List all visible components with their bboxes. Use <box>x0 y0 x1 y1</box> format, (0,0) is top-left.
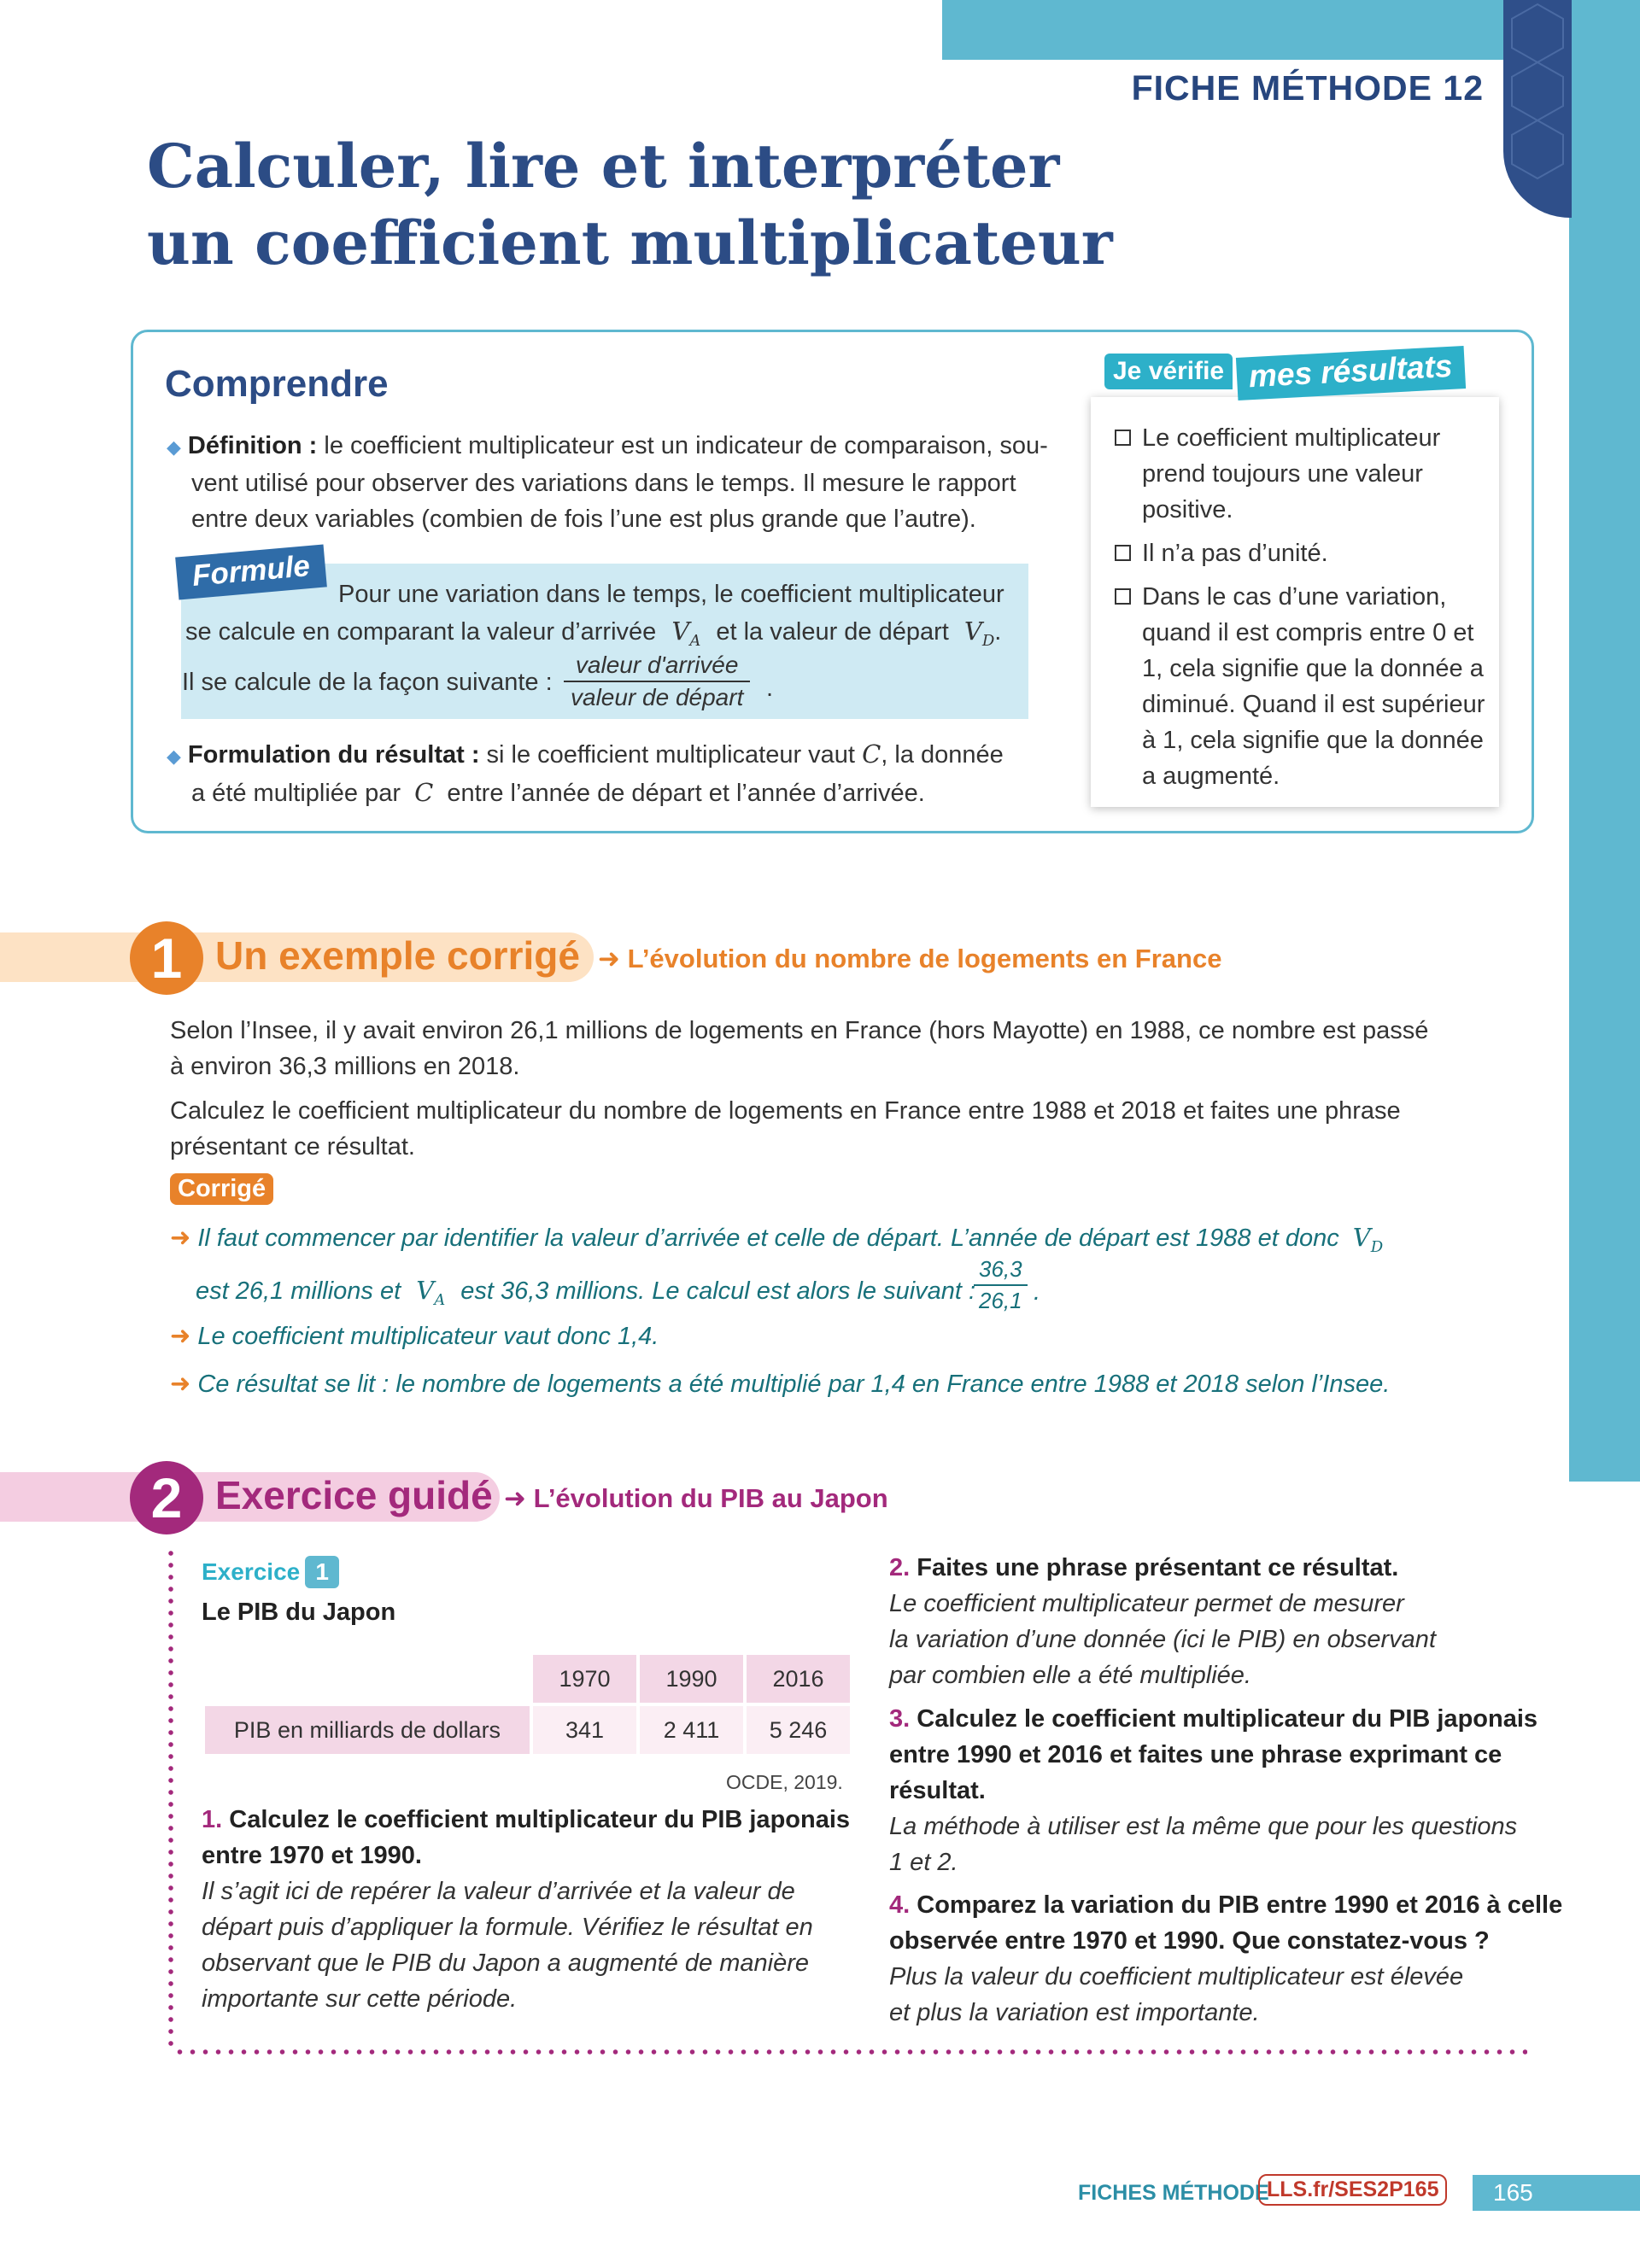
formule-line3: Il se calcule de la façon suivante : <box>182 669 553 696</box>
example-p1-line2: à environ 36,3 millions en 2018. <box>170 1053 520 1080</box>
question-4 <box>889 1887 1562 2031</box>
exercise-label: Exercice 1 <box>202 1556 339 1588</box>
question-3-number: 3. <box>889 1705 911 1733</box>
page-title-line1: Calculer, lire et interpréter <box>147 131 1060 202</box>
section2-number: 2 <box>130 1461 203 1534</box>
page-number: 165 <box>1473 2175 1640 2211</box>
corrige-tag: Corrigé <box>170 1173 273 1205</box>
formule-line2-a: se calcule en comparant la valeur d’arrivée <box>185 618 657 646</box>
je-verifie-tag: Je vérifie <box>1104 354 1233 389</box>
corrige-line1 <box>170 1219 1383 1266</box>
page-title <box>147 128 1113 282</box>
table-source: OCDE, 2019. <box>726 1771 843 1793</box>
example-fraction-period: . <box>1034 1278 1041 1306</box>
diamond-bullet-icon: ◆ <box>167 436 181 458</box>
formule-line2: se calcule en comparant la valeur d’arrivée $V_A$ et la valeur de départ $V_D$. <box>185 617 1002 650</box>
example-p2-line1: Calculez le coefficient multiplicateur du nombre de logements en France entre 1988 et 2018 et faites une phrase <box>170 1097 1401 1125</box>
question-1-number: 1. <box>202 1806 223 1833</box>
question-4-text-2: observée entre 1970 et 1990. Que constatez-vous ? <box>889 1927 1490 1955</box>
formula-fraction <box>564 652 750 711</box>
table-header-cell: 2016 <box>747 1655 850 1703</box>
question-4-text-1: Comparez la variation du PIB entre 1990 et 2016 à celle <box>917 1891 1563 1919</box>
checkbox-icon <box>1115 545 1131 561</box>
question-3-hint-2: 1 et 2. <box>889 1849 958 1876</box>
fraction-denominator: valeur de départ <box>571 684 744 710</box>
table-row <box>205 1706 850 1754</box>
result-paragraph <box>167 736 1038 811</box>
table-header-cell: 1970 <box>533 1655 636 1703</box>
arrow-icon: ➜ <box>170 1371 191 1398</box>
corrige-line4 <box>170 1366 1390 1402</box>
table-cell: 2 411 <box>640 1706 743 1754</box>
question-1-hint-2: départ puis d’appliquer la formule. Vérifiez le résultat en <box>202 1914 813 1941</box>
question-2-number: 2. <box>889 1554 911 1581</box>
question-1-text-2: entre 1970 et 1990. <box>202 1842 422 1869</box>
question-4-number: 4. <box>889 1891 911 1919</box>
var-depart: $V_D$ <box>1352 1223 1384 1256</box>
question-1-hint-3: observant que le PIB du Japon a augmenté de manière <box>202 1949 809 1977</box>
table-header-row <box>205 1655 850 1703</box>
example-fraction-den: 26,1 <box>979 1288 1022 1313</box>
question-3-text-2: entre 1990 et 2016 et faites une phrase exprimant ce <box>889 1741 1502 1768</box>
question-2-hint-2: la variation d’une donnée (ici le PIB) en observant <box>889 1626 1436 1653</box>
var-arrival: $V_A$ <box>416 1276 446 1309</box>
footer-link[interactable]: LLS.fr/SES2P165 <box>1258 2174 1447 2206</box>
question-3-text-3: résultat. <box>889 1777 986 1804</box>
hexagon-pattern-decoration <box>1503 0 1572 218</box>
definition-paragraph <box>167 428 1048 537</box>
formule-tag: Formule <box>175 545 327 600</box>
verification-item: Le coefficient multiplicateur prend toujours une valeur positive. <box>1115 420 1491 528</box>
arrow-icon: ➜ <box>170 1225 191 1252</box>
question-3-hint-1: La méthode à utiliser est la même que pour les questions <box>889 1813 1518 1840</box>
example-p1-line1: Selon l’Insee, il y avait environ 26,1 millions de logements en France (hors Mayotte) en 1988, ce nombre est passé <box>170 1017 1429 1044</box>
result-text-1b: , la donnée <box>881 741 1004 769</box>
result-text-2a: a été multipliée par <box>191 780 401 807</box>
verification-list <box>1115 420 1491 802</box>
exercise-title: Le PIB du Japon <box>202 1599 396 1626</box>
corrige-line2b: est 36,3 millions. Le calcul est alors le suivant : <box>460 1277 976 1305</box>
table-row-label: PIB en milliards de dollars <box>205 1706 530 1754</box>
definition-text-1: le coefficient multiplicateur est un indicateur de comparaison, sou- <box>317 432 1048 459</box>
corrige-line3-text: Le coefficient multiplicateur vaut donc 1,4. <box>197 1323 659 1350</box>
question-1-text-1: Calculez le coefficient multiplicateur du PIB japonais <box>229 1806 851 1833</box>
checkbox-icon <box>1115 588 1131 605</box>
exercise-number-badge: 1 <box>305 1556 339 1588</box>
fiche-methode-label: FICHE MÉTHODE 12 <box>1131 68 1484 108</box>
dotted-border-bottom <box>173 2049 1527 2055</box>
corrige-line2 <box>196 1272 975 1318</box>
question-1-hint-1: Il s’agit ici de repérer la valeur d’arrivée et la valeur de <box>202 1878 795 1905</box>
right-decorative-stripe <box>1569 0 1640 1482</box>
section2-title: Exercice guidé <box>215 1473 493 1517</box>
corrige-line3 <box>170 1318 659 1354</box>
question-1-hint-4: importante sur cette période. <box>202 1985 518 2013</box>
formule-line2-b: et la valeur de départ <box>716 618 949 646</box>
diamond-bullet-icon: ◆ <box>167 745 181 767</box>
corrige-line4-text: Ce résultat se lit : le nombre de logements a été multiplié par 1,4 en France entre 1988 et 2018 selon l’Insee. <box>197 1371 1391 1398</box>
dotted-border-left <box>168 1547 173 2049</box>
example-fraction-num: 36,3 <box>974 1256 1028 1286</box>
table-cell: 341 <box>533 1706 636 1754</box>
question-4-hint-1: Plus la valeur du coefficient multiplicateur est élevée <box>889 1963 1464 1990</box>
formule-line1: Pour une variation dans le temps, le coefficient multiplicateur <box>338 581 1004 608</box>
footer-label: FICHES MÉTHODE <box>1078 2181 1269 2205</box>
var-arrival: $V_A$ <box>671 617 701 650</box>
result-text-2b: entre l’année de départ et l’année d’arrivée. <box>447 780 925 807</box>
verification-item: Il n’a pas d’unité. <box>1115 535 1491 571</box>
example-paragraph1 <box>170 1013 1428 1084</box>
question-3-text-1: Calculez le coefficient multiplicateur du PIB japonais <box>917 1705 1538 1733</box>
result-text-1a: si le coefficient multiplicateur vaut <box>479 741 855 769</box>
question-2-hint-1: Le coefficient multiplicateur permet de mesurer <box>889 1590 1404 1617</box>
definition-text-2: vent utilisé pour observer des variations dans le temps. Il mesure le rapport <box>191 470 1016 497</box>
table-header-cell: 1990 <box>640 1655 743 1703</box>
question-4-hint-2: et plus la variation est importante. <box>889 1999 1260 2026</box>
result-var-c-2: C <box>414 778 434 807</box>
question-3 <box>889 1701 1538 1880</box>
example-fraction <box>974 1256 1028 1314</box>
section2-subtitle: ➜ L’évolution du PIB au Japon <box>504 1483 888 1513</box>
corrige-line2a: est 26,1 millions et <box>196 1277 401 1305</box>
var-depart: $V_D$ <box>964 617 995 650</box>
section1-title: Un exemple corrigé <box>215 933 580 978</box>
example-paragraph2 <box>170 1093 1401 1165</box>
fraction-numerator: valeur d'arrivée <box>564 652 750 682</box>
top-decorative-band <box>942 0 1596 60</box>
mes-resultats-tag: mes résultats <box>1236 346 1466 400</box>
comprendre-title: Comprendre <box>165 363 389 405</box>
table-cell: 5 246 <box>747 1706 850 1754</box>
page-title-line2: un coefficient multiplicateur <box>147 208 1113 278</box>
section1-number: 1 <box>130 921 203 995</box>
question-2 <box>889 1550 1436 1693</box>
example-p2-line2: présentant ce résultat. <box>170 1133 415 1160</box>
result-var-c: C <box>862 739 882 769</box>
fraction-period: . <box>766 675 774 702</box>
definition-label: Définition : <box>187 432 318 459</box>
question-2-hint-3: par combien elle a été multipliée. <box>889 1662 1251 1689</box>
definition-text-3: entre deux variables (combien de fois l’une est plus grande que l’autre). <box>191 506 976 533</box>
checkbox-icon <box>1115 430 1131 446</box>
corrige-line1-text: Il faut commencer par identifier la valeur d’arrivée et celle de départ. L’année de départ est 1988 et donc <box>197 1225 1339 1252</box>
result-label: Formulation du résultat : <box>187 741 480 769</box>
arrow-icon: ➜ <box>170 1323 191 1350</box>
question-2-text: Faites une phrase présentant ce résultat. <box>917 1554 1399 1581</box>
verification-item: Dans le cas d’une variation, quand il est compris entre 0 et 1, cela signifie que la donnée a diminué. Quand il est supérieur à 1, cela signifie que la donnée a augmenté. <box>1115 579 1491 794</box>
pib-table <box>202 1651 853 1757</box>
section1-subtitle: ➜ L’évolution du nombre de logements en France <box>598 944 1222 973</box>
question-1 <box>202 1802 850 2017</box>
